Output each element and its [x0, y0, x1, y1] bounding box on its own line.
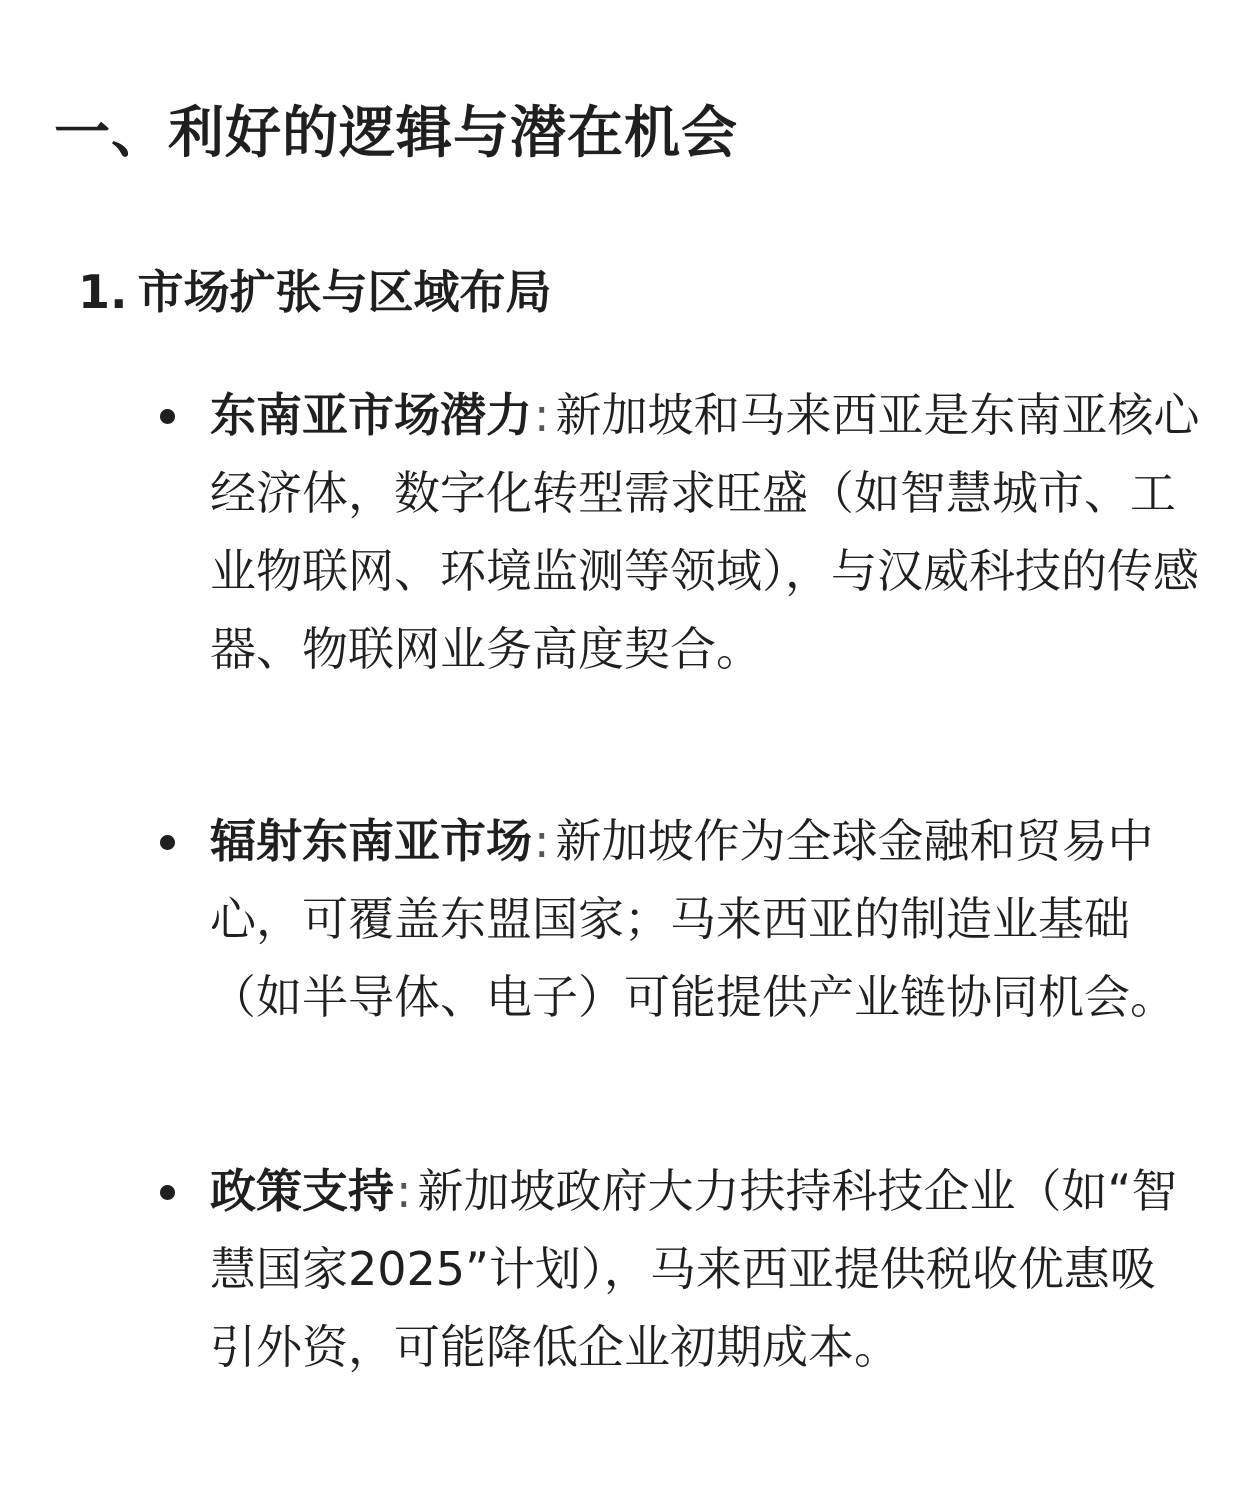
bullet-text: 新加坡作为全球金融和贸易中心，可覆盖东盟国家；马来西亚的制造业基础（如半导体、电子）可能提供产业链协同机会。: [210, 814, 1176, 1024]
bullet-dot-icon: [160, 835, 175, 850]
list-item: [210, 802, 1200, 1036]
subsection-number: 1.: [78, 265, 128, 319]
bullet-text: 新加坡和马来西亚是东南亚核心经济体，数字化转型需求旺盛（如智慧城市、工业物联网、环境监测等领域），与汉威科技的传感器、物联网业务高度契合。: [210, 388, 1200, 676]
bullet-dot-icon: [160, 409, 175, 424]
bullet-colon: :: [534, 388, 550, 442]
bullet-colon: :: [396, 1164, 412, 1218]
section-heading: 一、利好的逻辑与潜在机会: [54, 101, 738, 166]
bullet-term: 政策支持: [210, 1164, 394, 1218]
bullet-dot-icon: [160, 1185, 175, 1200]
subsection-heading: [78, 262, 551, 322]
list-item: [210, 376, 1200, 688]
bullet-text: 新加坡政府大力扶持科技企业（如“智慧国家2025”计划），马来西亚提供税收优惠吸引外资，可能降低企业初期成本。: [210, 1164, 1178, 1374]
bullet-term: 东南亚市场潜力: [210, 388, 532, 442]
bullet-colon: :: [534, 814, 550, 868]
subsection-title: 市场扩张与区域布局: [137, 265, 552, 319]
list-item: [210, 1152, 1200, 1386]
bullet-term: 辐射东南亚市场: [210, 814, 532, 868]
